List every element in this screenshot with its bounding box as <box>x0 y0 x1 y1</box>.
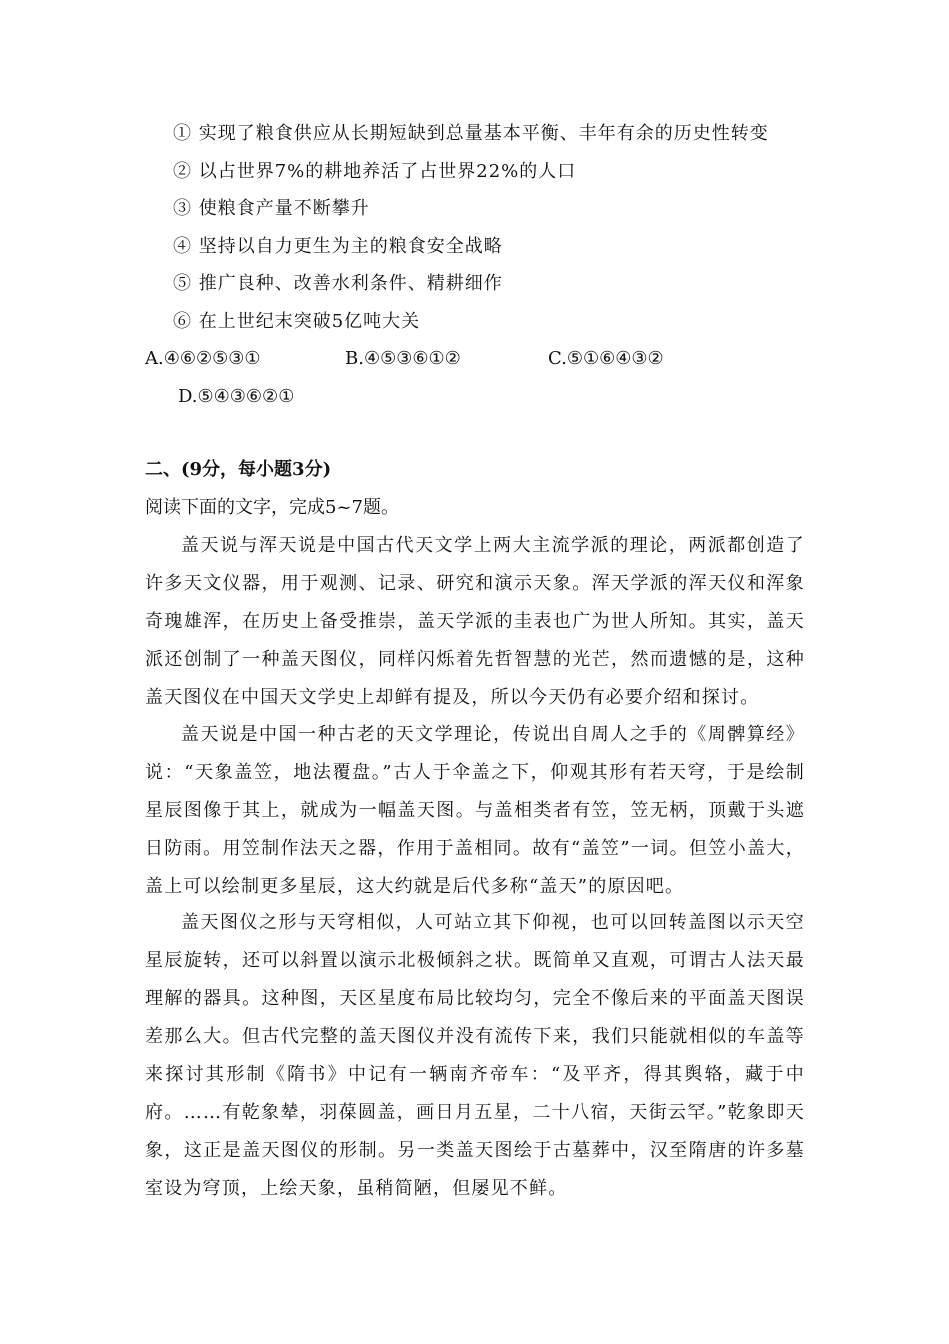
option-item-6: ⑥ 在上世纪末突破5亿吨大关 <box>173 311 421 332</box>
passage-paragraph-3: 盖天图仪之形与天穹相似，人可站立其下仰视，也可以回转盖图以示天空星辰旋转，还可以斜置以演示北极倾斜之状。既简单又直观，可谓古人法天最理解的器具。这种图，天区星度布局比较均匀，完全不像后来的平面盖天图误差那么大。但古代完整的盖天图仪并没有流传下来，我们只能就相似的车盖等来探讨其形制《隋书》中记有一辆南齐帝车：“及平齐，得其舆辂，藏于中府。……有乾象辇，羽葆圆盖，画日月五星，二十八宿，天街云罕。”乾象即天象，这正是盖天图仪的形制。另一类盖天图绘于古墓葬中，汉至隋唐的许多墓室设为穹顶，上绘天象，虽稍简陋，但屡见不鲜。 <box>145 912 805 1199</box>
answer-choices-row <box>145 347 845 371</box>
answer-choice-b: B.④⑤③⑥①② <box>345 348 461 369</box>
option-item-2: ② 以占世界7%的耕地养活了占世界22%的人口 <box>173 161 577 182</box>
passage-paragraph-1: 盖天说与浑天说是中国古代天文学上两大主流学派的理论，两派都创造了许多天文仪器，用于观测、记录、研究和演示天象。浑天学派的浑天仪和浑象奇瑰雄浑，在历史上备受推崇，盖天学派的圭表也广为世人所知。其实，盖天派还创制了一种盖天图仪，同样闪烁着先哲智慧的光芒，然而遗憾的是，这种盖天图仪在中国天文学史上却鲜有提及，所以今天仍有必要介绍和探讨。 <box>145 535 805 708</box>
option-item-5: ⑤ 推广良种、改善水利条件、精耕细作 <box>173 273 503 294</box>
section-title: 二、(9分，每小题3分) <box>145 459 332 480</box>
option-item-4: ④ 坚持以自力更生为主的粮食安全战略 <box>173 236 503 257</box>
option-item-1: ① 实现了粮食供应从长期短缺到总量基本平衡、丰年有余的历史性转变 <box>173 123 769 144</box>
reading-instruction: 阅读下面的文字，完成5~7题。 <box>145 497 399 518</box>
answer-choice-a: A.④⑥②⑤③① <box>145 348 261 369</box>
answer-choice-c: C.⑤①⑥④③② <box>548 348 664 369</box>
answer-choice-d: D.⑤④③⑥②① <box>178 386 295 407</box>
option-item-3: ③ 使粮食产量不断攀升 <box>173 198 370 219</box>
passage-paragraph-2: 盖天说是中国一种古老的天文学理论，传说出自周人之手的《周髀算经》说：“天象盖笠，地法覆盘。”古人于伞盖之下，仰观其形有若天穹，于是绘制星辰图像于其上，就成为一幅盖天图。与盖相类者有笠，笠无柄，顶戴于头遮日防雨。用笠制作法天之器，作用于盖相同。故有“盖笠”一词。但笠小盖大，盖上可以绘制更多星辰，这大约就是后代多称“盖天”的原因吧。 <box>145 724 805 897</box>
